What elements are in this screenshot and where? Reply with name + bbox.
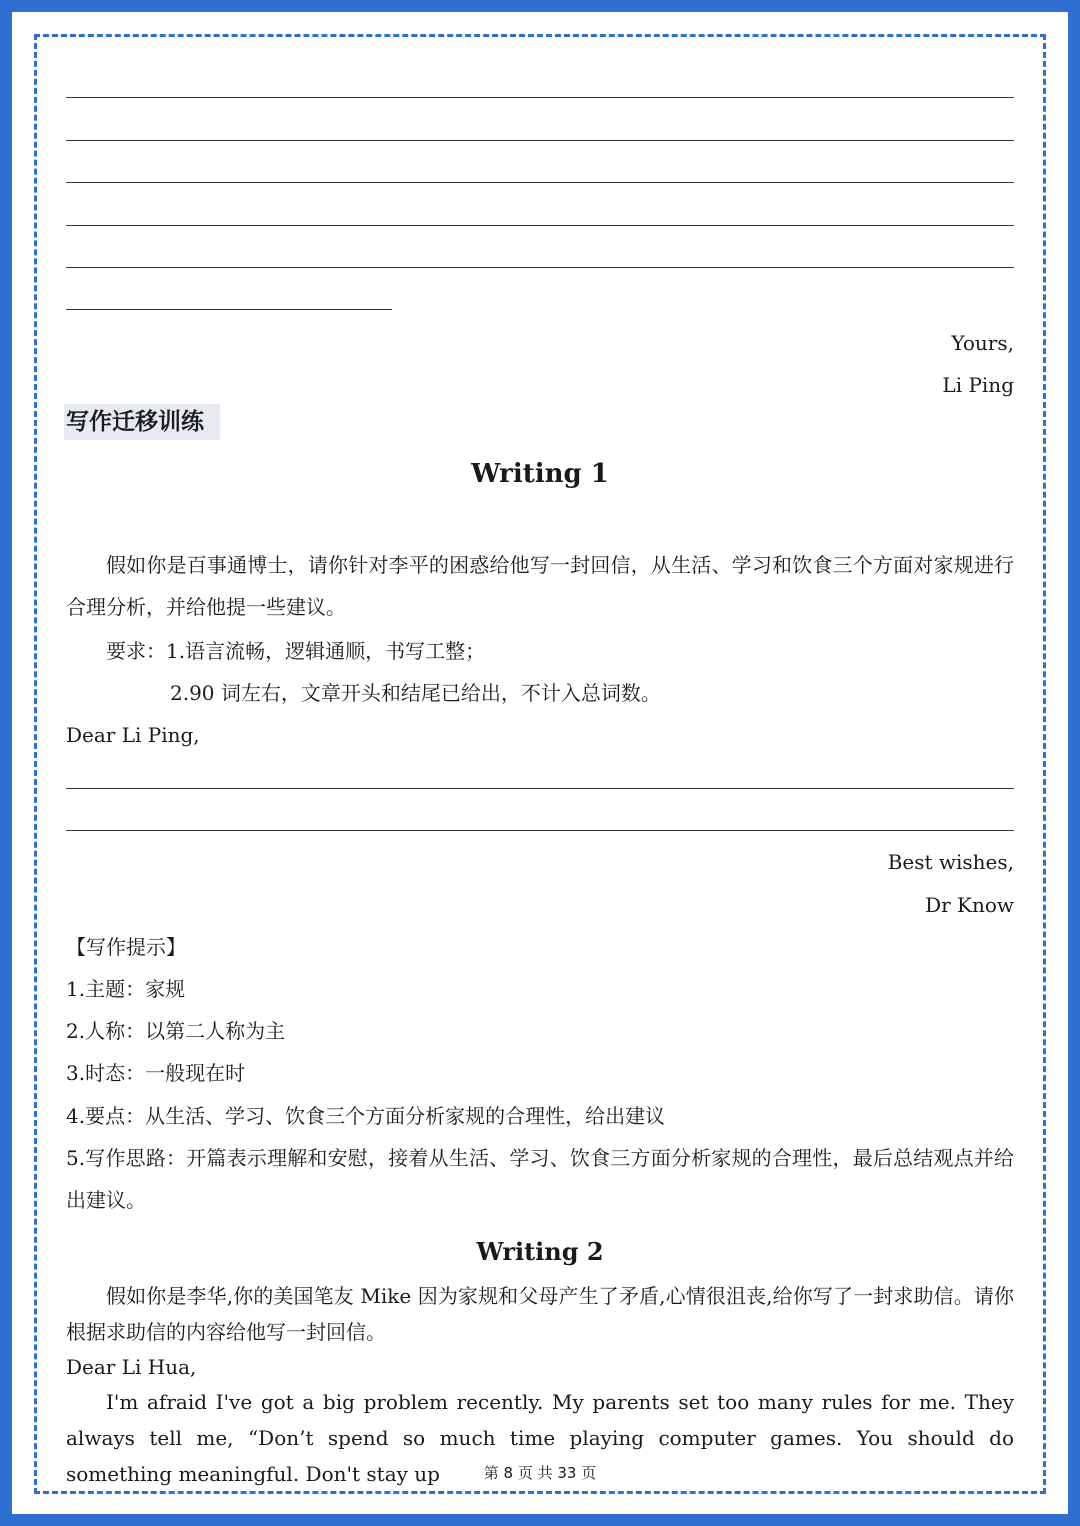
answer-line [66,788,1014,789]
letter-closing: Yours, [951,331,1014,355]
tip-item: 2.人称：以第二人称为主 [66,1019,286,1043]
section-tag: 写作迁移训练 [64,404,220,440]
writing2-letter-body: I'm afraid I've got a big problem recently. My parents set too many rules for me. They always tell me, “Don’t spend so much time playing computer games. You should do something meaningful. Don't stay up [66,1390,1014,1486]
writing1-prompt: 假如你是百事通博士，请你针对李平的困惑给他写一封回信，从生活、学习和饮食三个方面对家规进行合理分析，并给他提一些建议。 [66,553,1014,619]
page-footer: 第 8 页 共 33 页 [483,1464,597,1482]
writing1-requirement-1: 要求：1.语言流畅，逻辑通顺，书写工整； [106,639,486,663]
tip-item: 4.要点：从生活、学习、饮食三个方面分析家规的合理性，给出建议 [66,1104,666,1128]
writing1-title: Writing 1 [471,459,609,489]
writing1-signature: Dr Know [925,893,1014,917]
answer-line [66,182,1014,183]
tip-item: 1.主题：家规 [66,977,186,1001]
writing2-salutation: Dear Li Hua, [66,1355,197,1379]
answer-line [66,830,1014,831]
answer-line [66,97,1014,98]
letter-signature: Li Ping [942,373,1014,397]
writing1-salutation: Dear Li Ping, [66,723,200,747]
answer-line-short [66,309,392,310]
answer-line [66,140,1014,141]
writing1-requirement-2: 2.90 词左右，文章开头和结尾已给出，不计入总词数。 [170,681,661,705]
tips-title: 【写作提示】 [66,935,186,959]
writing1-closing: Best wishes, [887,850,1014,874]
answer-line [66,267,1014,268]
writing2-prompt: 假如你是李华,你的美国笔友 Mike 因为家规和父母产生了矛盾,心情很沮丧,给你写了一封求助信。请你根据求助信的内容给他写一封回信。 [66,1284,1014,1344]
tip-item: 3.时态：一般现在时 [66,1061,246,1085]
answer-line [66,225,1014,226]
tip-item: 5.写作思路：开篇表示理解和安慰，接着从生活、学习、饮食三方面分析家规的合理性，最后总结观点并给出建议。 [66,1146,1014,1212]
page-border-dashed [34,34,1046,1494]
writing2-title: Writing 2 [476,1237,604,1266]
